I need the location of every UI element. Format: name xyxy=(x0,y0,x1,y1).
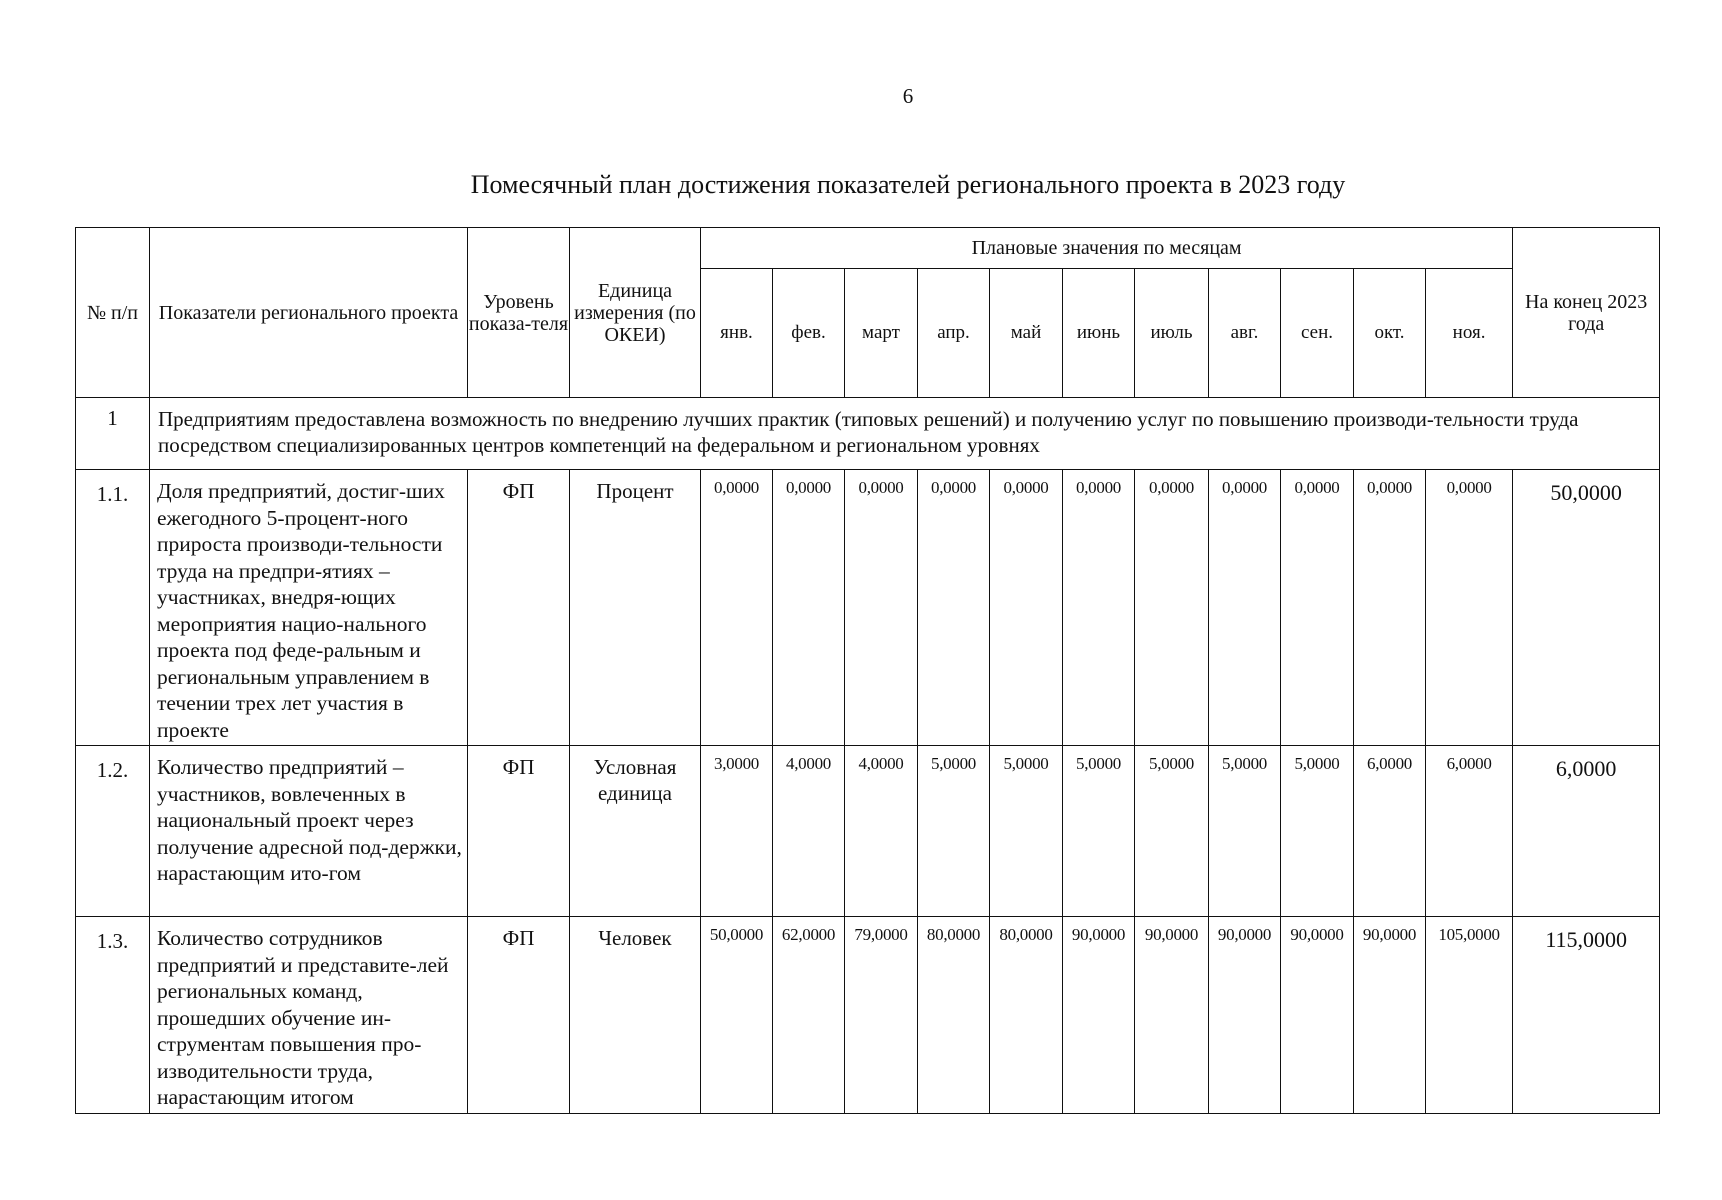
col-header-monthly: Плановые значения по месяцам xyxy=(701,228,1513,269)
monthly-value: 90,0000 xyxy=(1209,917,1281,1114)
measure-unit: Процент xyxy=(570,470,701,746)
monthly-value: 0,0000 xyxy=(845,470,918,746)
monthly-value: 0,0000 xyxy=(918,470,990,746)
table-row xyxy=(76,746,1660,917)
monthly-value: 5,0000 xyxy=(1281,746,1354,917)
monthly-value: 90,0000 xyxy=(1135,917,1209,1114)
monthly-value: 80,0000 xyxy=(990,917,1063,1114)
monthly-value: 0,0000 xyxy=(1354,470,1426,746)
month-header: апр. xyxy=(918,269,990,398)
monthly-value: 3,0000 xyxy=(701,746,773,917)
monthly-value: 0,0000 xyxy=(1209,470,1281,746)
measure-unit: Человек xyxy=(570,917,701,1114)
col-header-indicator: Показатели регионального проекта xyxy=(150,228,468,398)
month-header: авг. xyxy=(1209,269,1281,398)
year-end-value: 115,0000 xyxy=(1513,917,1660,1114)
monthly-value: 6,0000 xyxy=(1354,746,1426,917)
table-row xyxy=(76,917,1660,1114)
indicator-level: ФП xyxy=(468,917,570,1114)
indicator-name: Количество предприятий – участников, вовлеченных в национальный проект через получение адресной под-держки, нарастающим ито-гом xyxy=(150,746,468,917)
month-header: сен. xyxy=(1281,269,1354,398)
monthly-value: 0,0000 xyxy=(1426,470,1513,746)
month-header: янв. xyxy=(701,269,773,398)
monthly-value: 5,0000 xyxy=(1135,746,1209,917)
measure-unit: Условная единица xyxy=(570,746,701,917)
monthly-value: 4,0000 xyxy=(845,746,918,917)
row-number: 1.2. xyxy=(76,746,150,917)
monthly-value: 0,0000 xyxy=(773,470,845,746)
monthly-value: 105,0000 xyxy=(1426,917,1513,1114)
month-header: май xyxy=(990,269,1063,398)
monthly-value: 0,0000 xyxy=(1063,470,1135,746)
monthly-value: 90,0000 xyxy=(1354,917,1426,1114)
monthly-value: 5,0000 xyxy=(1209,746,1281,917)
monthly-value: 5,0000 xyxy=(990,746,1063,917)
year-end-value: 50,0000 xyxy=(1513,470,1660,746)
indicators-table xyxy=(75,227,1660,1114)
monthly-value: 0,0000 xyxy=(1135,470,1209,746)
month-header: июнь xyxy=(1063,269,1135,398)
monthly-value: 62,0000 xyxy=(773,917,845,1114)
indicator-name: Доля предприятий, достиг-ших ежегодного 5-процент-ного прироста производи-тельности труда на предпри-ятиях – участниках, внедря-ющих мероприятия нацио-нального проекта под феде-ральным и региональным управлением в течении трех лет участия в проекте xyxy=(150,470,468,746)
monthly-value: 5,0000 xyxy=(1063,746,1135,917)
col-header-num: № п/п xyxy=(76,228,150,398)
month-header: март xyxy=(845,269,918,398)
monthly-value: 80,0000 xyxy=(918,917,990,1114)
section-description: Предприятиям предоставлена возможность по внедрению лучших практик (типовых решений) и получению услуг по повышению производи-тельности труда посредством специализированных центров компетенций на федеральном и региональном уровнях xyxy=(150,398,1660,470)
monthly-value: 90,0000 xyxy=(1281,917,1354,1114)
indicator-name: Количество сотрудников предприятий и представите-лей региональных команд, прошедших обучение ин-струментам повышения про-изводительности труда, нарастающим итогом xyxy=(150,917,468,1114)
monthly-value: 90,0000 xyxy=(1063,917,1135,1114)
section-number: 1 xyxy=(76,398,150,470)
col-header-total: На конец 2023 года xyxy=(1513,228,1660,398)
monthly-value: 0,0000 xyxy=(701,470,773,746)
indicator-level: ФП xyxy=(468,746,570,917)
monthly-value: 79,0000 xyxy=(845,917,918,1114)
page-title: Помесячный план достижения показателей регионального проекта в 2023 году xyxy=(470,170,1346,199)
monthly-value: 6,0000 xyxy=(1426,746,1513,917)
row-number: 1.3. xyxy=(76,917,150,1114)
page-number: 6 xyxy=(902,84,914,108)
header-row-top xyxy=(76,228,1660,269)
month-header: фев. xyxy=(773,269,845,398)
section-row xyxy=(76,398,1660,470)
month-header: ноя. xyxy=(1426,269,1513,398)
year-end-value: 6,0000 xyxy=(1513,746,1660,917)
monthly-value: 0,0000 xyxy=(990,470,1063,746)
monthly-value: 4,0000 xyxy=(773,746,845,917)
col-header-level: Уровень показа-теля xyxy=(468,228,570,398)
monthly-value: 0,0000 xyxy=(1281,470,1354,746)
monthly-value: 5,0000 xyxy=(918,746,990,917)
month-header: окт. xyxy=(1354,269,1426,398)
table-row xyxy=(76,470,1660,746)
indicator-level: ФП xyxy=(468,470,570,746)
col-header-unit: Единица измерения (по ОКЕИ) xyxy=(570,228,701,398)
month-header: июль xyxy=(1135,269,1209,398)
monthly-value: 50,0000 xyxy=(701,917,773,1114)
row-number: 1.1. xyxy=(76,470,150,746)
